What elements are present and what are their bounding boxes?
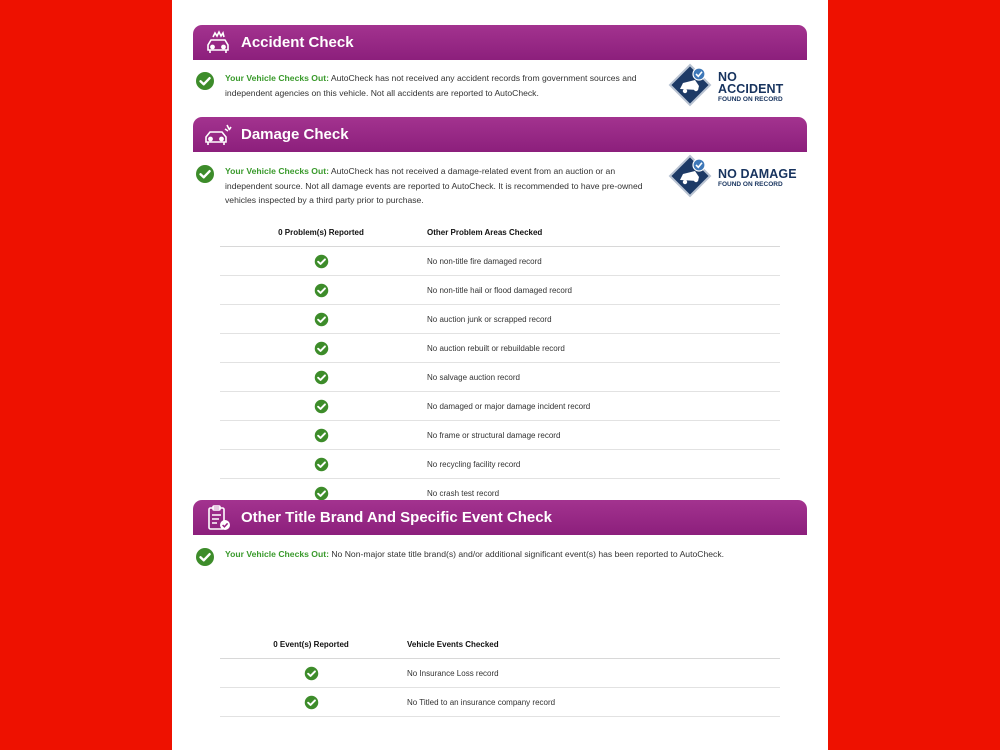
check-icon (314, 341, 329, 356)
check-icon (314, 312, 329, 327)
table-row (220, 334, 780, 363)
shield-car-icon (668, 154, 712, 203)
no-damage-badge (668, 155, 803, 201)
status-cell (220, 363, 422, 392)
badge-title: NO DAMAGE (718, 167, 797, 181)
check-icon (314, 457, 329, 472)
summary-lead: Your Vehicle Checks Out: (225, 73, 329, 83)
check-icon (314, 283, 329, 298)
summary-body: No Non-major state title brand(s) and/or additional significant event(s) has been reported to AutoCheck. (328, 549, 725, 559)
check-item-label: No salvage auction record (422, 363, 780, 392)
accident-check-header (193, 25, 807, 60)
badge-subtitle: FOUND ON RECORD (718, 180, 783, 188)
check-icon (314, 486, 329, 501)
summary-lead: Your Vehicle Checks Out: (225, 166, 329, 176)
badge-title: NO ACCIDENT (718, 69, 784, 97)
check-icon (195, 71, 215, 91)
section-title: Accident Check (241, 34, 354, 51)
damaged-car-icon (201, 121, 235, 149)
check-item-label: No Insurance Loss record (402, 659, 780, 688)
check-icon (314, 370, 329, 385)
status-cell (220, 659, 402, 688)
table-row (220, 305, 780, 334)
check-icon (314, 399, 329, 414)
table-row (220, 247, 780, 276)
table-header-row (220, 630, 780, 659)
table-row (220, 450, 780, 479)
section-title: Damage Check (241, 126, 349, 143)
title-brand-check-header (193, 500, 807, 535)
table-row (220, 659, 780, 688)
check-icon (195, 164, 215, 184)
status-cell (220, 305, 422, 334)
summary-body: AutoCheck has not received a damage-related event from an auction or an independent source. Not all damage events are reported to AutoCheck. It is recommended to have pre-owned vehicles inspected by a third party prior to purchase. (225, 166, 643, 205)
clipboard-check-icon (201, 504, 235, 532)
section-title: Other Title Brand And Specific Event Check (241, 509, 552, 526)
table-header-row (220, 218, 780, 247)
check-item-label: No frame or structural damage record (422, 421, 780, 450)
table-row (220, 688, 780, 717)
column-header: 0 Event(s) Reported (220, 630, 402, 659)
status-cell (220, 392, 422, 421)
damage-check-header (193, 117, 807, 152)
damage-checks-table (220, 218, 780, 508)
table-row (220, 276, 780, 305)
no-accident-badge (668, 64, 803, 110)
column-header: Other Problem Areas Checked (422, 218, 780, 247)
table-row (220, 363, 780, 392)
check-item-label: No auction junk or scrapped record (422, 305, 780, 334)
check-item-label: No auction rebuilt or rebuildable record (422, 334, 780, 363)
status-cell (220, 450, 422, 479)
status-cell (220, 247, 422, 276)
check-item-label: No crash test record (422, 479, 780, 508)
report-page (172, 0, 828, 750)
check-icon (314, 254, 329, 269)
check-item-label: No Titled to an insurance company record (402, 688, 780, 717)
badge-subtitle: FOUND ON RECORD (718, 95, 783, 103)
table-row (220, 421, 780, 450)
check-icon (304, 666, 319, 681)
check-icon (314, 428, 329, 443)
event-checks-table (220, 630, 780, 717)
check-item-label: No non-title hail or flood damaged record (422, 276, 780, 305)
status-cell (220, 276, 422, 305)
column-header: Vehicle Events Checked (402, 630, 780, 659)
summary-lead: Your Vehicle Checks Out: (225, 549, 329, 559)
check-icon (304, 695, 319, 710)
check-item-label: No damaged or major damage incident record (422, 392, 780, 421)
table-row (220, 392, 780, 421)
accident-summary (193, 71, 663, 100)
status-cell (220, 334, 422, 363)
summary-body: AutoCheck has not received any accident records from government sources and independent agencies on this vehicle. Not all accidents are reported to AutoCheck. (225, 73, 637, 98)
title-brand-summary (193, 547, 813, 562)
check-item-label: No recycling facility record (422, 450, 780, 479)
check-item-label: No non-title fire damaged record (422, 247, 780, 276)
check-icon (195, 547, 215, 567)
damage-summary (193, 164, 663, 208)
shield-car-icon (668, 63, 712, 112)
car-crash-icon (201, 29, 235, 57)
status-cell (220, 688, 402, 717)
status-cell (220, 421, 422, 450)
column-header: 0 Problem(s) Reported (220, 218, 422, 247)
